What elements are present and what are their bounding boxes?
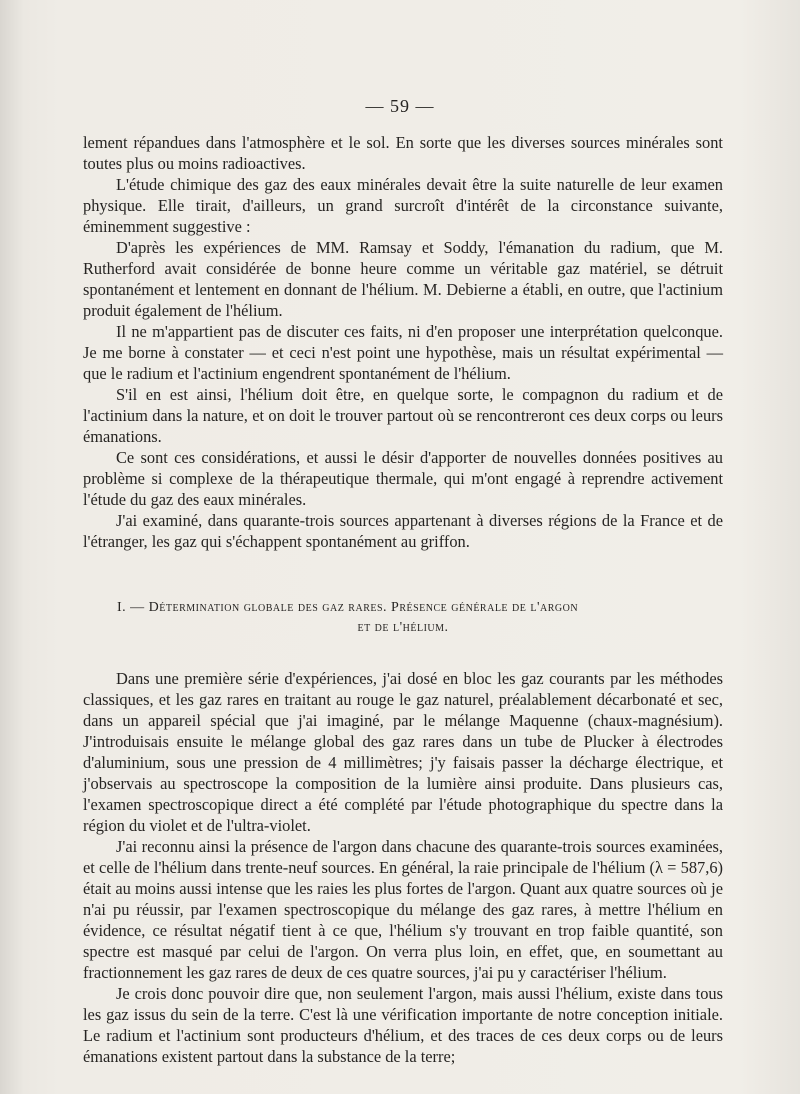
paragraph-10: Je crois donc pouvoir dire que, non seulement l'argon, mais aussi l'hélium, existe dans tous les gaz issus du sein de la terre. C'est là une vérification importante de notre conception initiale. Le radium et l'actinium sont producteurs d'hélium, et des traces de ces deux corps ou de leurs émanations existent partout dans la substance de la terre; bbox=[83, 984, 723, 1066]
paragraph-5: S'il en est ainsi, l'hélium doit être, en quelque sorte, le compagnon du radium et de l'actinium dans la nature, et on doit le trouver partout où se rencontreront ces deux corps ou leurs émanations. bbox=[83, 385, 723, 446]
paragraph-8: Dans une première série d'expériences, j'ai dosé en bloc les gaz courants par les méthodes classiques, et les gaz rares en traitant au rouge le gaz naturel, préalablement décarbonaté et sec, dans un appareil spécial que j'ai imaginé, par le mélange Maquenne (chaux-magnésium). J'introduisais ensuite le mélange global des gaz rares dans un tube de Plucker à électrodes d'aluminium, sous une pression de 4 millimètres; j'y faisais passer la décharge électrique, et j'observais au spectroscope la composition de la lumière ainsi produite. Dans plusieurs cas, l'examen spectroscopique direct a été complété par l'étude photographique du spectre dans la région du violet et de l'ultra-violet. bbox=[83, 669, 723, 835]
page-number: — 59 — bbox=[365, 96, 435, 116]
section-heading-line-2: et de l'hélium. bbox=[357, 620, 449, 635]
paragraph-2: L'étude chimique des gaz des eaux minérales devait être la suite naturelle de leur examen physique. Elle tirait, d'ailleurs, un grand surcroît d'intérêt de la circonstance suivante, éminemment suggestive : bbox=[83, 175, 723, 236]
paragraph-4: Il ne m'appartient pas de discuter ces faits, ni d'en proposer une interprétation quelconque. Je me borne à constater — et ceci n'est point une hypothèse, mais un résultat expérimental — que le radium et l'actinium engendrent spontanément de l'hélium. bbox=[83, 322, 723, 383]
body-text bbox=[83, 132, 723, 1067]
section-heading-line-1: I. — Détermination globale des gaz rares. Présence générale de l'argon bbox=[117, 600, 579, 615]
paragraph-7: J'ai examiné, dans quarante-trois sources appartenant à diverses régions de la France et de l'étranger, les gaz qui s'échappent spontanément au griffon. bbox=[83, 511, 723, 551]
paragraph-6: Ce sont ces considérations, et aussi le désir d'apporter de nouvelles données positives au problème si complexe de la thérapeutique thermale, qui m'ont engagé à reprendre activement l'étude du gaz des eaux minérales. bbox=[83, 448, 723, 509]
paragraph-1: lement répandues dans l'atmosphère et le sol. En sorte que les diverses sources minérales sont toutes plus ou moins radioactives. bbox=[83, 133, 723, 173]
paragraph-9: J'ai reconnu ainsi la présence de l'argon dans chacune des quarante-trois sources examinées, et celle de l'hélium dans trente-neuf sources. En général, la raie principale de l'hélium (λ = 587,6) était au moins aussi intense que les raies les plus fortes de l'argon. Quant aux quatre sources où je n'ai pu réussir, par l'examen spectroscopique du mélange des gaz rares, à mettre l'hélium en évidence, ce résultat négatif tient à ce que, l'hélium s'y trouvant en trop faible quantité, son spectre est masqué par celui de l'argon. On verra plus loin, en effet, que, en soumettant au fractionnement les gaz rares de deux de ces quatre sources, j'ai pu y caractériser l'hélium. bbox=[83, 837, 723, 982]
section-heading bbox=[83, 598, 723, 638]
paragraph-3: D'après les expériences de MM. Ramsay et Soddy, l'émanation du radium, que M. Rutherford avait considérée de bonne heure comme un véritable gaz matériel, se détruit spontanément et lentement en donnant de l'hélium. M. Debierne a établi, en outre, que l'actinium produit également de l'hélium. bbox=[83, 238, 723, 320]
